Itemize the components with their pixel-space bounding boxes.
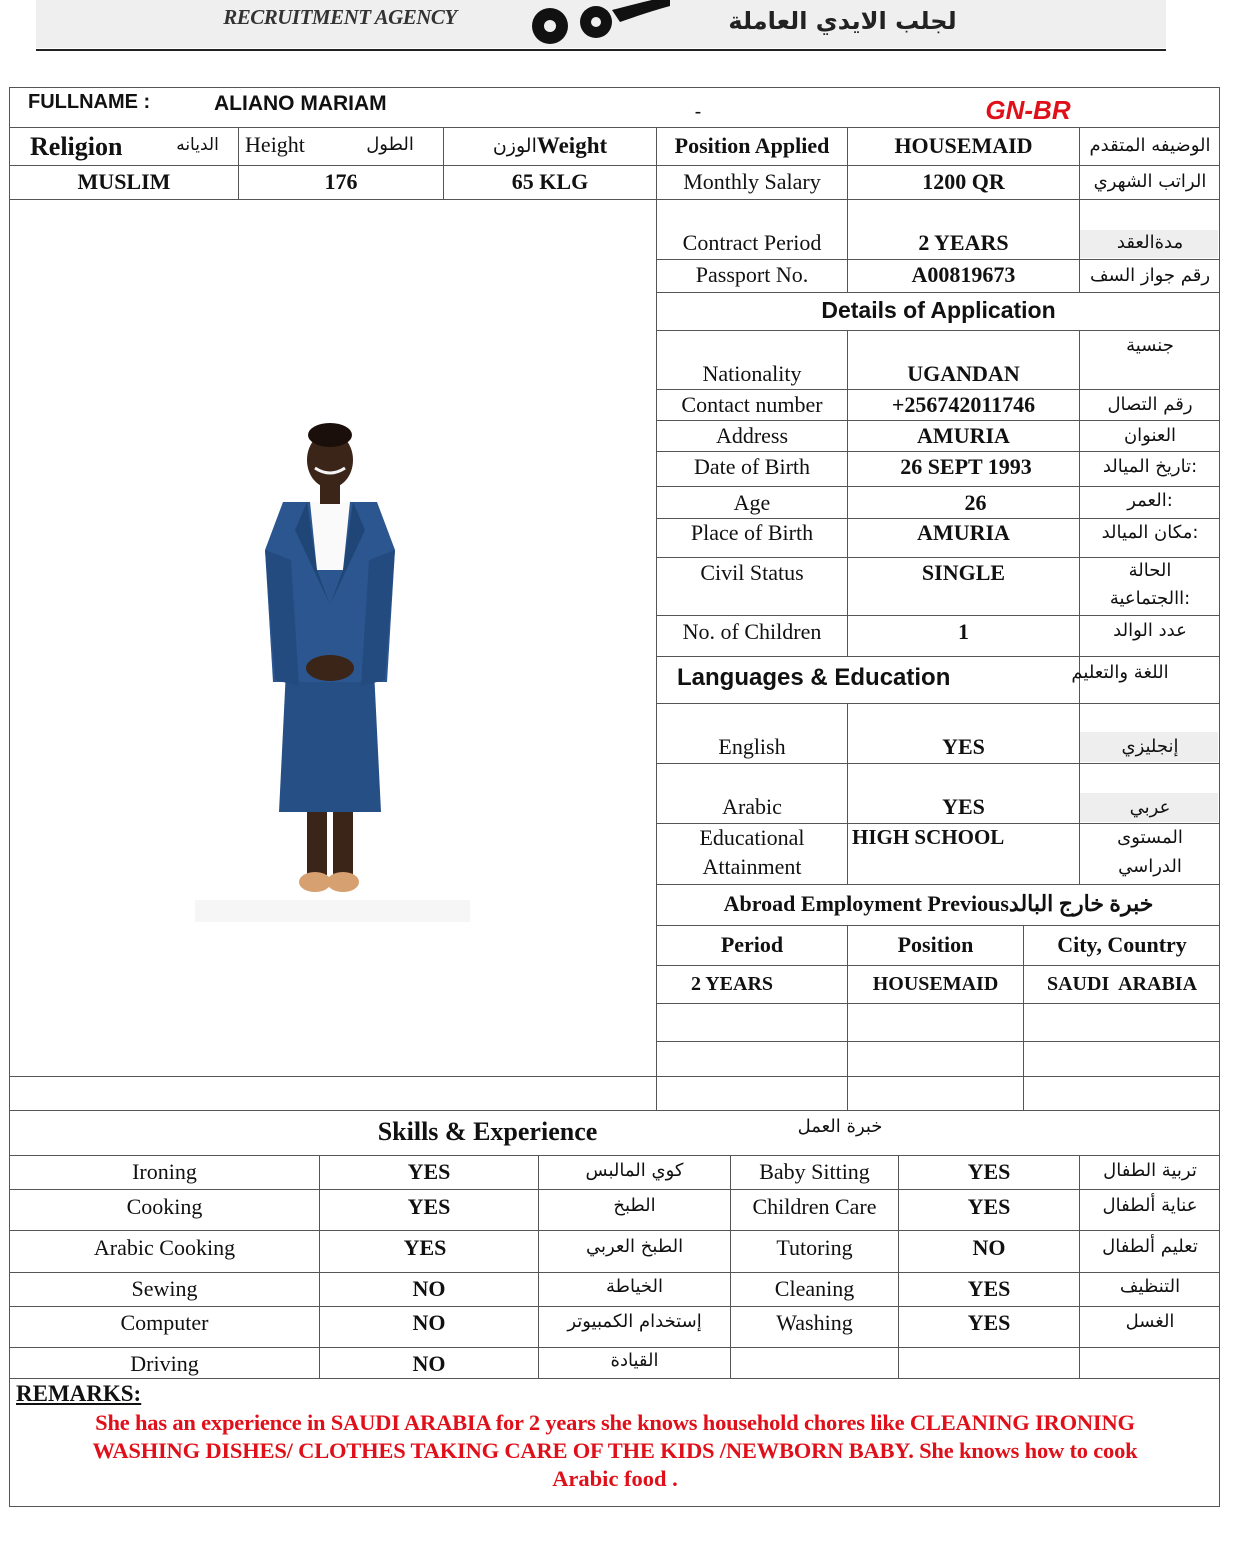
arabic-label: Arabic: [722, 794, 782, 820]
remarks-line-3: Arabic food .: [552, 1465, 678, 1491]
skill-cleaning-value: YES: [967, 1275, 1011, 1301]
children-ar: عدد الوالد: [1113, 620, 1187, 642]
skill-tutoring-ar: تعليم ألطفال: [1102, 1236, 1198, 1258]
skill-baby-sitting-value: YES: [967, 1158, 1011, 1184]
weight-label-group: [444, 128, 656, 164]
arabic-value: YES: [942, 794, 985, 820]
skill-arabic-cooking-value: YES: [403, 1234, 447, 1260]
english-ar: إنجليزي: [1121, 736, 1179, 758]
salary-ar: الراتب الشهري: [1093, 171, 1207, 193]
skill-driving-label: Driving: [130, 1350, 199, 1376]
position-applied-value: HOUSEMAID: [894, 132, 1033, 158]
passport-value: A00819673: [911, 262, 1016, 288]
education-label-2: Attainment: [702, 853, 802, 879]
details-title: Details of Application: [821, 297, 1056, 324]
dob-value: 26 SEPT 1993: [900, 453, 1032, 479]
address-value: AMURIA: [917, 422, 1010, 448]
age-ar: :العمر: [1127, 490, 1173, 512]
skills-title: Skills & Experience: [377, 1116, 598, 1146]
skill-sewing-ar: الخياطة: [606, 1276, 663, 1298]
age-value: 26: [964, 489, 987, 515]
children-value: 1: [958, 618, 969, 644]
education-value: HIGH SCHOOL: [852, 825, 1005, 850]
skill-tutoring-label: Tutoring: [776, 1234, 853, 1260]
arabic-ar: عربي: [1129, 796, 1171, 818]
contact-value: +256742011746: [891, 391, 1036, 417]
pob-label: Place of Birth: [690, 519, 814, 545]
nationality-ar: جنسية: [1126, 335, 1174, 357]
skill-ironing-label: Ironing: [132, 1158, 197, 1184]
passport-ar: رقم جواز السف: [1090, 264, 1211, 286]
skill-children-care-value: YES: [967, 1193, 1011, 1219]
religion-label: Religion: [30, 131, 123, 161]
passport-label: Passport No.: [695, 262, 809, 288]
religion-label-ar: الديانه: [176, 134, 219, 155]
skill-washing-label: Washing: [776, 1309, 853, 1335]
dob-label: Date of Birth: [693, 453, 811, 479]
agency-name-ar: لجلب الايدي العاملة: [728, 6, 957, 35]
salary-value: 1200 QR: [922, 168, 1005, 194]
remarks-line-2: WASHING DISHES/ CLOTHES TAKING CARE OF THE KIDS /NEWBORN BABY. She knows how to cook: [92, 1437, 1138, 1463]
remarks-label: REMARKS:: [16, 1381, 142, 1407]
english-label: English: [718, 733, 786, 759]
skill-driving-ar: القيادة: [610, 1350, 659, 1372]
weight-value: 65 KLG: [511, 168, 589, 194]
address-label: Address: [715, 422, 789, 448]
contract-ar: مدةالعقد: [1116, 232, 1184, 254]
education-label-1: Educational: [699, 824, 805, 850]
contract-value: 2 YEARS: [918, 229, 1009, 255]
age-label: Age: [733, 489, 771, 515]
applicant-photo: [195, 420, 470, 925]
skill-ironing-value: YES: [407, 1158, 451, 1184]
skill-ironing-ar: كوي المالبس: [585, 1160, 684, 1182]
abroad-header-country: City, Country: [1057, 931, 1187, 957]
position-applied-label: Position Applied: [674, 132, 830, 158]
skill-cooking-label: Cooking: [126, 1193, 203, 1219]
nationality-value: UGANDAN: [907, 361, 1020, 387]
abroad-header-position: Position: [897, 931, 974, 957]
skill-children-care-ar: عناية ألطفال: [1102, 1195, 1198, 1217]
education-ar-2: الدراسي: [1118, 856, 1182, 878]
skill-baby-sitting-ar: تربية الطفال: [1103, 1160, 1197, 1182]
pob-value: AMURIA: [917, 519, 1010, 545]
children-label: No. of Children: [682, 618, 822, 644]
english-value: YES: [942, 733, 985, 759]
skill-arabic-cooking-ar: الطبخ العربي: [585, 1236, 684, 1258]
contract-label: Contract Period: [682, 229, 822, 255]
header-rule: [36, 49, 1166, 51]
agency-logo: [520, 0, 680, 48]
weight-label-ar: الوزن: [492, 135, 537, 157]
abroad-country: SAUDI ARABIA: [1046, 973, 1198, 995]
height-value: 176: [324, 168, 358, 194]
skill-baby-sitting-label: Baby Sitting: [759, 1158, 870, 1184]
fullname-value: ALIANO MARIAM: [214, 92, 387, 116]
dob-ar: :تاريخ الميالد: [1102, 456, 1198, 478]
remarks-line-1: She has an experience in SAUDI ARABIA for 2 years she knows household chores like CLEANING IRONING: [95, 1409, 1135, 1435]
skill-children-care-label: Children Care: [752, 1193, 877, 1219]
abroad-position: HOUSEMAID: [872, 973, 999, 995]
religion-value: MUSLIM: [77, 168, 171, 194]
fullname-label: FULLNAME :: [28, 91, 151, 113]
applicant-code: GN-BR: [985, 94, 1071, 125]
address-ar: العنوان: [1123, 425, 1177, 447]
education-ar-1: المستوى: [1117, 827, 1183, 849]
contact-ar: رقم التصال: [1107, 394, 1193, 416]
height-label-ar: الطول: [366, 134, 414, 156]
skill-sewing-label: Sewing: [131, 1275, 198, 1301]
abroad-header-period: Period: [720, 931, 784, 957]
abroad-title: خبرة خارج البالدAbroad Employment Previous: [723, 890, 1154, 916]
abroad-period: 2 YEARS: [690, 973, 774, 995]
skills-title-ar: خبرة العمل: [797, 1116, 883, 1138]
skill-cleaning-label: Cleaning: [774, 1275, 855, 1301]
skill-cooking-ar: الطبخ: [613, 1195, 656, 1217]
skill-washing-ar: الغسل: [1125, 1311, 1175, 1333]
skill-tutoring-value: NO: [972, 1234, 1006, 1260]
weight-label: Weight: [536, 133, 608, 158]
civil-status-ar: الحالة: [1128, 560, 1172, 582]
nationality-label: Nationality: [702, 361, 802, 387]
skill-computer-value: NO: [412, 1309, 446, 1335]
skill-sewing-value: NO: [412, 1275, 446, 1301]
position-applied-ar: الوضيفه المتقدم: [1089, 135, 1211, 157]
skill-computer-label: Computer: [120, 1309, 209, 1335]
languages-title-ar: اللغة والتعليم: [1071, 662, 1169, 684]
agency-name-en: RECRUITMENT AGENCY: [223, 5, 457, 30]
skill-cooking-value: YES: [407, 1193, 451, 1219]
pob-ar: :مكان الميالد: [1101, 522, 1199, 544]
skill-arabic-cooking-label: Arabic Cooking: [93, 1234, 236, 1260]
skill-computer-ar: إستخدام الكمبيوتر: [567, 1311, 702, 1333]
civil-status-label: Civil Status: [700, 559, 804, 585]
civil-status-ar-2: :االجتماعية: [1109, 588, 1191, 610]
civil-status-value: SINGLE: [921, 559, 1006, 585]
name-separator: -: [694, 101, 702, 123]
height-label: Height: [245, 131, 305, 157]
skill-driving-value: NO: [412, 1350, 446, 1376]
skill-cleaning-ar: التنظيف: [1119, 1276, 1181, 1298]
skill-washing-value: YES: [967, 1309, 1011, 1335]
languages-title: Languages & Education: [677, 663, 951, 691]
contact-label: Contact number: [681, 391, 823, 417]
salary-label: Monthly Salary: [683, 168, 821, 194]
